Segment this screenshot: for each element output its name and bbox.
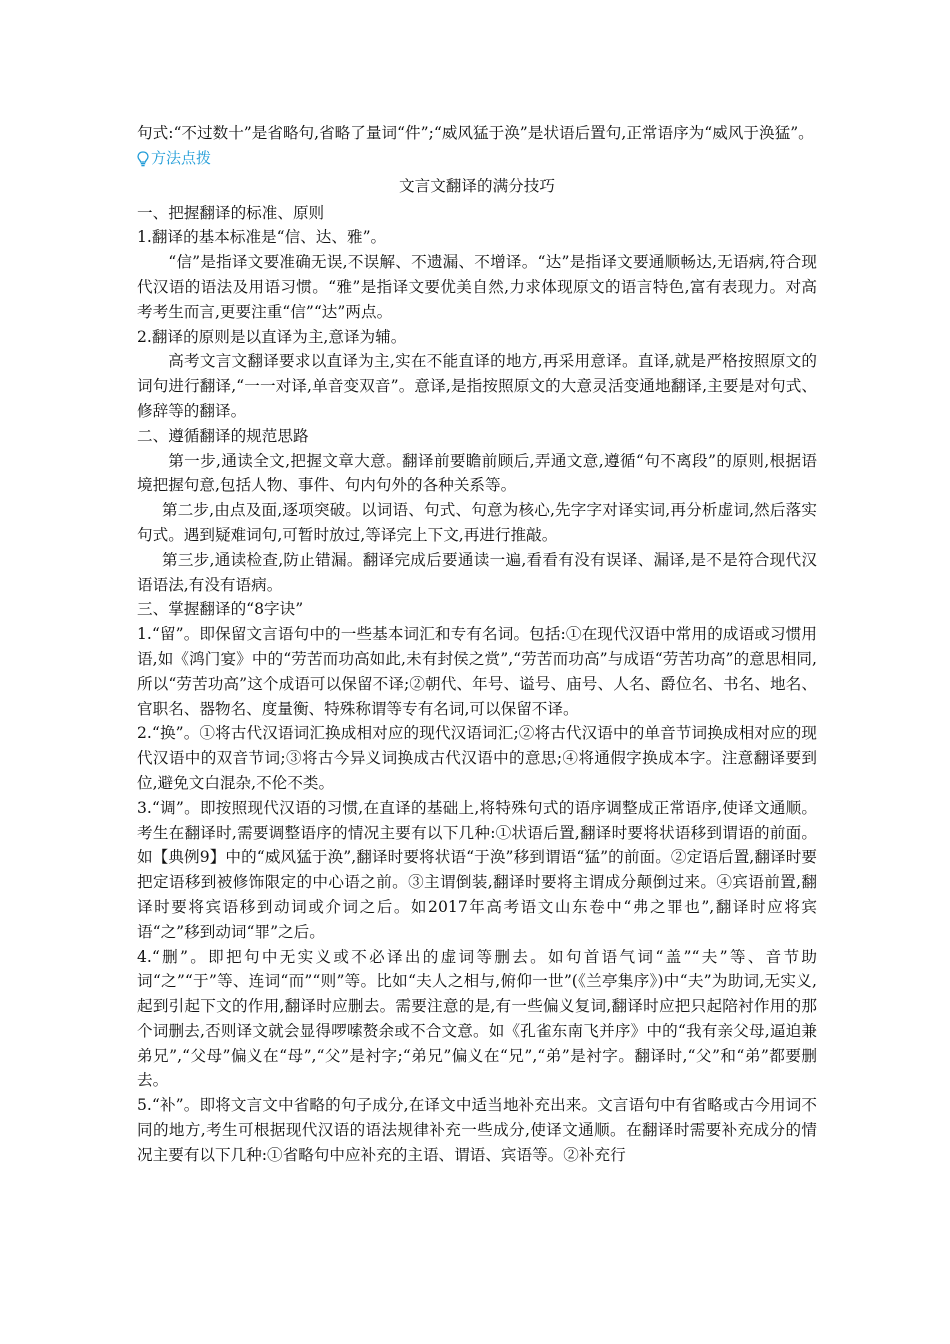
intro-paragraph: 句式:“不过数十”是省略句,省略了量词“件”;“威风猛于涣”是状语后置句,正常语序为“威风于涣猛”。 xyxy=(137,124,814,142)
paragraph-direct-translation: 高考文言文翻译要求以直译为主,实在不能直译的地方,再采用意译。直译,就是严格按照原文的词句进行翻译,“一一对译,单音变双音”。意译,是指按照原文的大意灵活变通地翻译,主要是对句式、修辞等的翻译。 xyxy=(137,352,817,420)
paragraph-liu: 1.“留”。即保留文言语句中的一些基本词汇和专有名词。包括:①在现代汉语中常用的成语或习惯用语,如《鸿门宴》中的“劳苦而功高如此,未有封侯之赏”,“劳苦而功高”与成语“劳苦功高”的意思相同,所以“劳苦功高”这个成语可以保留不译;②朝代、年号、谥号、庙号、人名、爵位名、书名、地名、官职名、器物名、度量衡、特殊称谓等专有名词,可以保留不译。 xyxy=(137,625,817,718)
method-tip-label: 方法点拨 xyxy=(151,149,212,168)
paragraph-huan: 2.“换”。①将古代汉语词汇换成相对应的现代汉语词汇;②将古代汉语中的单音节词换成相对应的现代汉语中的双音节词;③将古今异义词换成古代汉语中的意思;④将通假字换成本字。注意翻译要到位,避免文白混杂,不伦不类。 xyxy=(137,724,817,792)
method-tip-heading xyxy=(137,146,817,172)
paragraph-xin-da-ya: “信”是指译文要准确无误,不误解、不遗漏、不增译。“达”是指译文要通顺畅达,无语病,符合现代汉语的语法及用语习惯。“雅”是指译文要优美自然,力求体现原文的语言特色,富有表现力。对高考考生而言,更要注重“信”“达”两点。 xyxy=(137,253,817,321)
heading-1: 一、把握翻译的标准、原则 xyxy=(137,203,325,222)
document-body xyxy=(137,121,817,1168)
point-1-1: 1.翻译的基本标准是“信、达、雅”。 xyxy=(137,228,387,247)
paragraph-tiao: 3.“调”。即按照现代汉语的习惯,在直译的基础上,将特殊句式的语序调整成正常语序,使译文通顺。考生在翻译时,需要调整语序的情况主要有以下几种:①状语后置,翻译时要将状语移到谓语的前面。如【典例9】中的“威风猛于涣”,翻译时要将状语“于涣”移到谓语“猛”的前面。②定语后置,翻译时要把定语移到被修饰限定的中心语之前。③主谓倒装,翻译时要将主谓成分颠倒过来。④宾语前置,翻译时要将宾语移到动词或介词之后。如2017年高考语文山东卷中“弗之罪也”,翻译时应将宾语“之”移到动词“罪”之后。 xyxy=(137,798,817,941)
heading-2: 二、遵循翻译的规范思路 xyxy=(137,426,309,445)
heading-3: 三、掌握翻译的“8字诀” xyxy=(137,600,304,619)
section-title: 文言文翻译的满分技巧 xyxy=(399,176,555,195)
paragraph-step-2: 第二步,由点及面,逐项突破。以词语、句式、句意为核心,先字字对译实词,再分析虚词,然后落实句式。遇到疑难词句,可暂时放过,等译完上下文,再进行推敲。 xyxy=(137,501,817,544)
paragraph-shan: 4.“删”。即把句中无实义或不必译出的虚词等删去。如句首语气词“盖”“夫”等、音节助词“之”“于”等、连词“而”“则”等。比如“夫人之相与,俯仰一世”(《兰亭集序》)中“夫”为助词,无实义,起到引起下文的作用,翻译时应删去。需要注意的是,有一些偏义复词,翻译时应把只起陪衬作用的那个词删去,否则译文就会显得啰嗦赘余或不合文意。如《孔雀东南飞并序》中的“我有亲父母,逼迫兼弟兄”,“父母”偏义在“母”,“父”是衬字;“弟兄”偏义在“兄”,“弟”是衬字。翻译时,“父”和“弟”都要删去。 xyxy=(137,947,817,1090)
paragraph-step-3: 第三步,通读检查,防止错漏。翻译完成后要通读一遍,看看有没有误译、漏译,是不是符合现代汉语语法,有没有语病。 xyxy=(137,550,817,594)
paragraph-bu: 5.“补”。即将文言文中省略的句子成分,在译文中适当地补充出来。文言语句中有省略或古今用词不同的地方,考生可根据现代汉语的语法规律补充一些成分,使译文通顺。在翻译时需要补充成分的情况主要有以下几种:①省略句中应补充的主语、谓语、宾语等。②补充行 xyxy=(137,1096,817,1164)
point-1-2: 2.翻译的原则是以直译为主,意译为辅。 xyxy=(137,327,407,346)
paragraph-step-1: 第一步,通读全文,把握文章大意。翻译前要瞻前顾后,弄通文意,遵循“句不离段”的原则,根据语境把握句意,包括人物、事件、句内句外的各种关系等。 xyxy=(137,451,817,495)
lightbulb-icon xyxy=(137,151,149,167)
